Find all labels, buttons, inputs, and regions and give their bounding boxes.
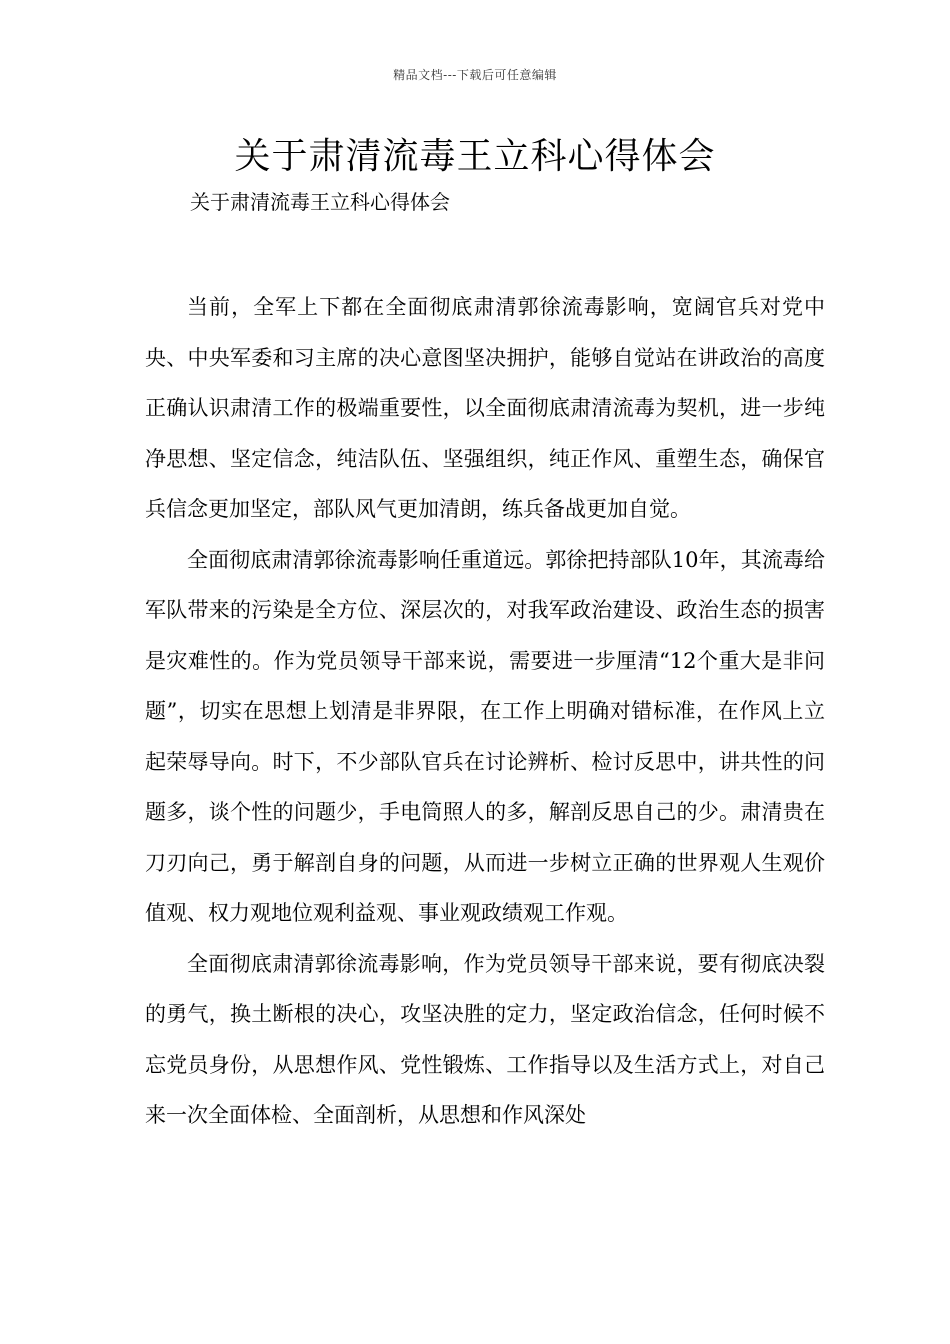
paragraph-3: 全面彻底肃清郭徐流毒影响，作为党员领导干部来说，要有彻底决裂的勇气，换土断根的决心，攻坚决胜的定力，坚定政治信念，任何时候不忘党员身份，从思想作风、党性锻炼、工作指导以及生活方式上，对自己来一次全面体检、全面剖析，从思想和作风深处 (145, 951, 825, 1127)
header-note: 精品文档---下载后可任意编辑 (393, 68, 557, 82)
document-body (145, 282, 825, 1141)
document-subtitle: 关于肃清流毒王立科心得体会 (190, 190, 450, 214)
paragraph-1: 当前，全军上下都在全面彻底肃清郭徐流毒影响，宽阔官兵对党中央、中央军委和习主席的决心意图坚决拥护，能够自觉站在讲政治的高度正确认识肃清工作的极端重要性，以全面彻底肃清流毒为契机，进一步纯净思想、坚定信念，纯洁队伍、坚强组织，纯正作风、重塑生态，确保官兵信念更加坚定，部队风气更加清朗，练兵备战更加自觉。 (145, 295, 825, 521)
document-title: 关于肃清流毒王立科心得体会 (234, 136, 716, 177)
paragraph-2: 全面彻底肃清郭徐流毒影响任重道远。郭徐把持部队10年，其流毒给军队带来的污染是全方位、深层次的，对我军政治建设、政治生态的损害是灾难性的。作为党员领导干部来说，需要进一步厘清“12个重大是非问题”，切实在思想上划清是非界限，在工作上明确对错标准，在作风上立起荣辱导向。时下，不少部队官兵在讨论辨析、检讨反思中，讲共性的问题多，谈个性的问题少，手电筒照人的多，解剖反思自己的少。肃清贵在刀刃向己，勇于解剖自身的问题，从而进一步树立正确的世界观人生观价值观、权力观地位观利益观、事业观政绩观工作观。 (145, 547, 825, 925)
